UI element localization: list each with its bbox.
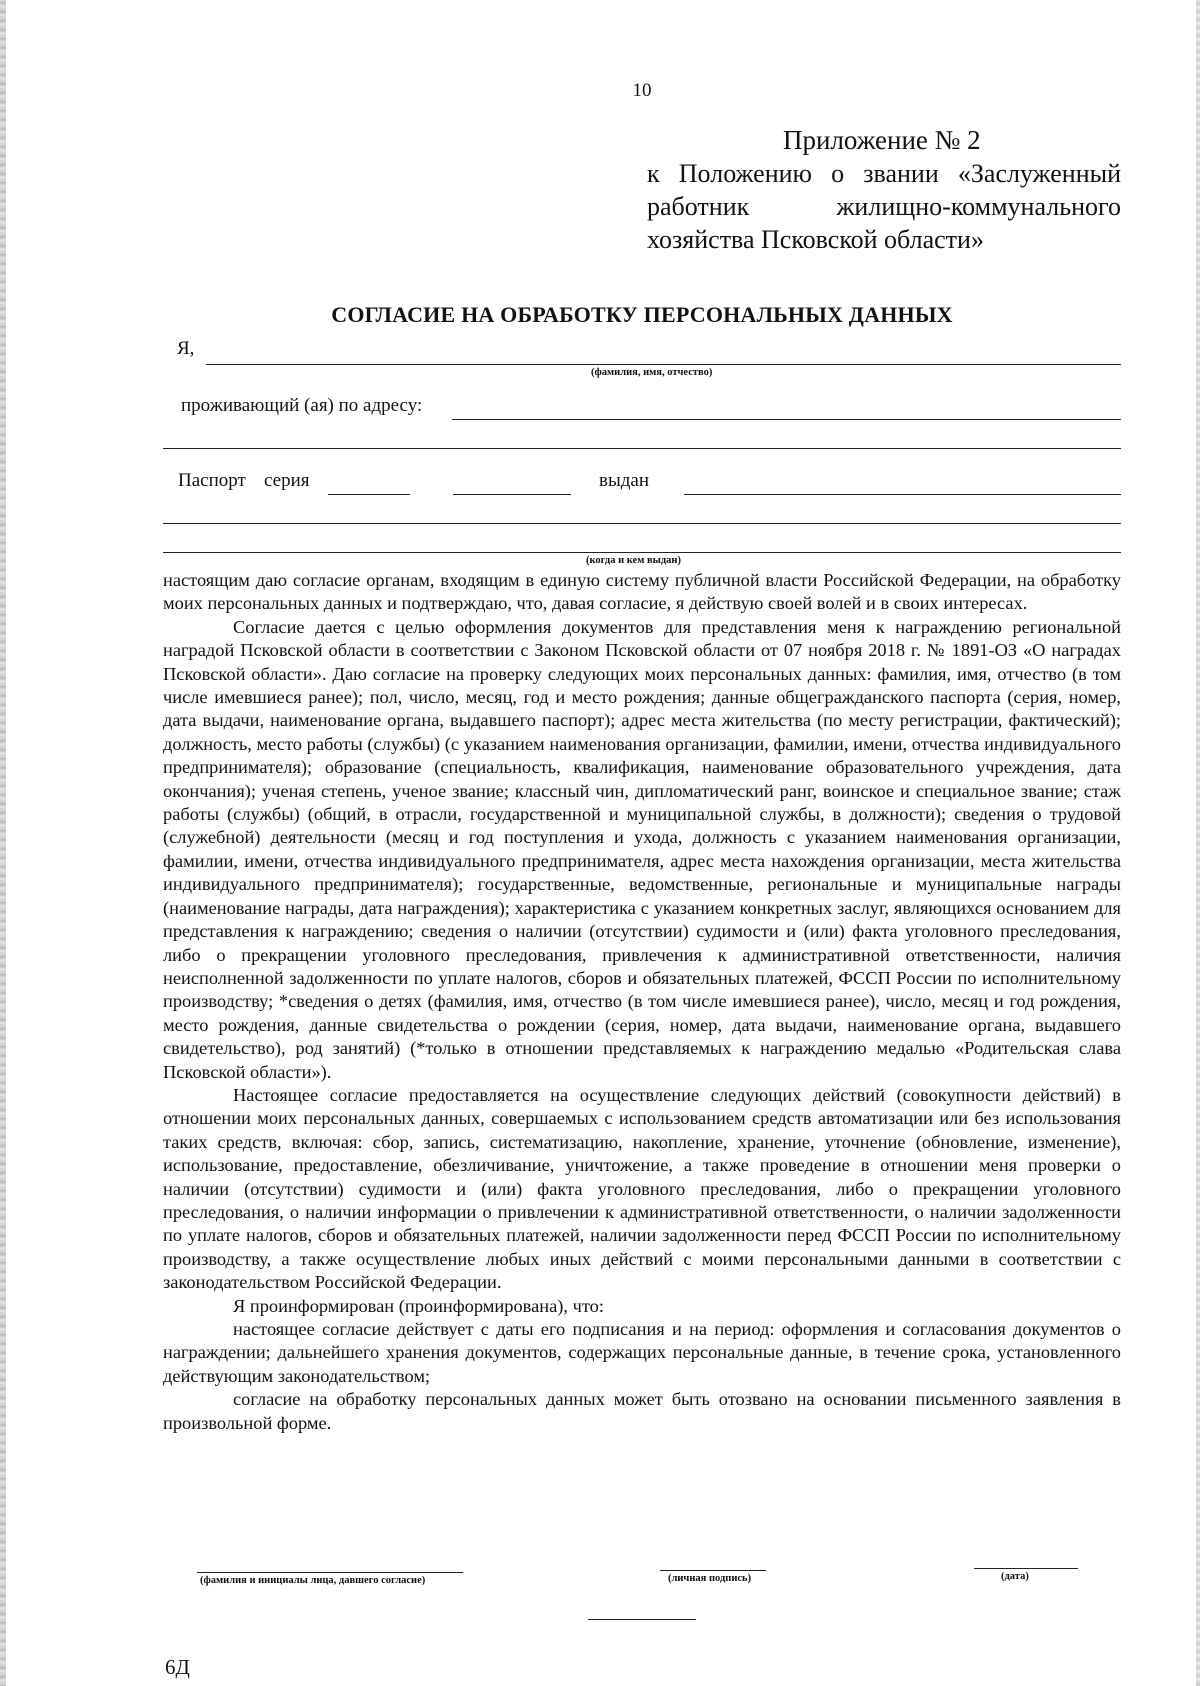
page-number: 10 [632,80,652,101]
appendix-line-1: к Положению о звании «Заслуженный [647,159,1121,188]
appendix-title: Приложение № 2 [783,125,981,155]
address-field-line-1[interactable] [452,419,1121,420]
paragraph-informed: Я проинформирован (проинформирована), что: [233,1295,604,1316]
issued-field-line-1[interactable] [684,494,1121,495]
passport-number-line[interactable] [453,494,571,495]
date-caption: (дата) [1001,1571,1029,1582]
date-signature-line[interactable] [974,1568,1078,1569]
appendix-block [647,124,1121,256]
issued-field-line-3[interactable] [163,552,1121,553]
issued-field-line-2[interactable] [163,523,1121,524]
paragraph-revocation: согласие на обработку персональных данных может быть отозвано на основании письменного заявления в произвольной форме. [163,1389,1121,1433]
extra-line [588,1619,696,1620]
consent-body [163,569,1121,1435]
issued-label: выдан [599,470,650,491]
paragraph-validity: настоящее согласие действует с даты его подписания и на период: оформления и согласования документов о награждении; дальнейшего хранения документов, содержащих персональные данные, в течение срока, установленного действующим законодательством; [163,1319,1121,1386]
personal-signature-line[interactable] [660,1570,766,1571]
footer-mark: 6Д [165,1655,190,1679]
paragraph-intro: настоящим даю согласие органам, входящим в единую систему публичной власти Российской Федерации, на обработку моих персональных данных и подтверждаю, что, давая согласие, я действую своей волей и в своих интересах. [163,570,1121,614]
passport-series-line[interactable] [328,494,410,495]
issued-caption: (когда и кем выдан) [586,555,681,566]
address-field-line-2[interactable] [163,448,1121,449]
name-signature-line[interactable] [197,1572,463,1573]
document-title: СОГЛАСИЕ НА ОБРАБОТКУ ПЕРСОНАЛЬНЫХ ДАННЫХ [331,302,953,327]
address-label: проживающий (ая) по адресу: [181,395,423,416]
scan-edge-right [1196,0,1200,1686]
i-label: Я, [177,338,195,359]
fio-caption: (фамилия, имя, отчество) [591,367,713,378]
appendix-line-2: работник жилищно-коммунального [647,192,1121,221]
fio-field-line[interactable] [206,364,1121,365]
name-caption: (фамилия и инициалы лица, давшего согласие) [200,1575,426,1586]
paragraph-purpose: Согласие дается с целью оформления документов для представления меня к награждению региональной наградой Псковской области в соответствии с Законом Псковской области от 07 ноября 2018 г. № 1891-ОЗ «О наградах Псковской области». Даю согласие на проверку следующих моих персональных данных: фамилия, имя, отчество (в том числе имевшиеся ранее); пол, число, месяц, год и место рождения; данные общегражданского паспорта (серия, номер, дата выдачи, наименование органа, выдавшего паспорт); адрес места жительства (по месту регистрации, фактический); должность, место работы (службы) (с указанием наименования организации, фамилии, имени, отчества индивидуального предпринимателя); образование (специальность, квалификация, наименование образовательного учреждения, дата окончания); ученая степень, ученое звание; классный чин, дипломатический ранг, воинское и специальное звание; стаж работы (службы) (общий, в отрасли, государственной и муниципальной службы, в должности); сведения о трудовой (служебной) деятельности (месяц и год поступления и ухода, должность с указанием наименования организации, фамилии, имени, отчества индивидуального предпринимателя, адрес места нахождения организации, места жительства индивидуального предпринимателя); государственные, ведомственные, региональные и муниципальные награды (наименование награды, дата награждения); характеристика с указанием конкретных заслуг, являющихся основанием для представления к награждению; сведения о наличии (отсутствии) судимости и (или) факта уголовного преследования, либо о прекращении уголовного преследования, привлечения к административной ответственности, наличия неисполненной задолженности по уплате налогов, сборов и обязательных платежей, ФССП России по исполнительному производству; *сведения о детях (фамилия, имя, отчество (в том числе имевшиеся ранее), число, месяц и год рождения, место рождения, данные свидетельства о рождении (серия, номер, дата выдачи, наименование органа, выдавшего свидетельство), род занятий) (*только в отношении представляемых к награждению медалью «Родительская слава Псковской области»). [163,616,1121,1082]
paragraph-actions: Настоящее согласие предоставляется на осуществление следующих действий (совокупности действий) в отношении моих персональных данных, совершаемых с использованием средств автоматизации или без использования таких средств, включая: сбор, запись, систематизацию, накопление, хранение, уточнение (обновление, изменение), использование, предоставление, обезличивание, уничтожение, а также проведение в отношении меня проверки о наличии (отсутствии) судимости и (или) факта уголовного преследования, либо о прекращении уголовного преследования, о наличии информации о привлечении к административной ответственности, о наличии задолженности по уплате налогов, сборов и обязательных платежей, наличии задолженности перед ФССП России по исполнительному производству, а также осуществление любых иных действий с моими персональными данными в соответствии с законодательством Российской Федерации. [163,1084,1121,1293]
scan-edge-left [0,0,6,1686]
series-label: серия [264,470,310,491]
signature-caption: (личная подпись) [668,1573,752,1584]
appendix-line-3: хозяйства Псковской области» [647,225,984,254]
passport-label: Паспорт [178,470,246,491]
